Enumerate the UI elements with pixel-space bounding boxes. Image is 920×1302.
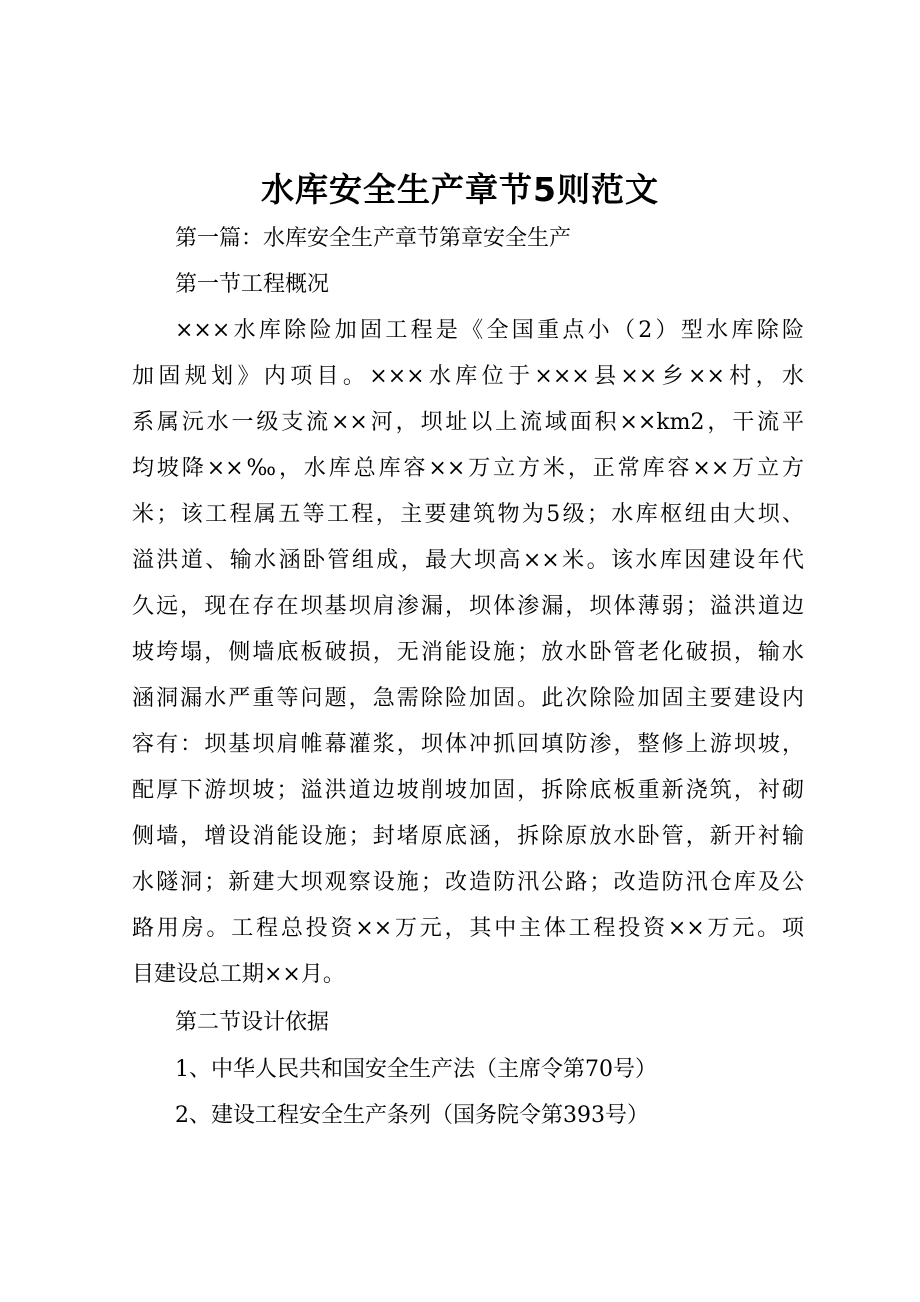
paragraph-line: 溢洪道、输水涵卧管组成，最大坝高××米。该水库因建设年代 (132, 548, 804, 573)
section-heading: 第二节设计依据 (175, 1010, 330, 1035)
list-item: 2、建设工程安全生产条列（国务院令第393号） (175, 1103, 649, 1128)
paragraph-line: 系属沅水一级支流××河，坝址以上流域面积××km2，干流平 (132, 410, 804, 435)
paragraph-line: 坡垮塌，侧墙底板破损，无消能设施；放水卧管老化破损，输水 (132, 640, 804, 665)
section-heading: 第一节工程概况 (175, 272, 330, 297)
paragraph-line: 侧墙，增设消能设施；封堵原底涵，拆除原放水卧管，新开衬输 (132, 824, 804, 849)
document-title: 水库安全生产章节5则范文 (261, 170, 659, 209)
paragraph-line: 配厚下游坝坡；溢洪道边坡削坡加固，拆除底板重新浇筑，衬砌 (132, 778, 804, 803)
list-item: 1、中华人民共和国安全生产法（主席令第70号） (175, 1057, 657, 1082)
paragraph-line: 目建设总工期××月。 (132, 962, 345, 987)
paragraph-line: 久远，现在存在坝基坝肩渗漏，坝体渗漏，坝体薄弱；溢洪道边 (132, 594, 804, 619)
chapter-heading: 第一篇：水库安全生产章节第章安全生产 (175, 226, 572, 251)
paragraph-line: 路用房。工程总投资××万元，其中主体工程投资××万元。项 (132, 916, 804, 941)
paragraph-line: 均坡降××‰，水库总库容××万立方米，正常库容××万立方 (132, 456, 804, 481)
paragraph-line: 米；该工程属五等工程，主要建筑物为5级；水库枢纽由大坝、 (132, 502, 804, 527)
paragraph-line: 水隧洞；新建大坝观察设施；改造防汛公路；改造防汛仓库及公 (132, 870, 804, 895)
paragraph-line: 加固规划》内项目。×××水库位于×××县××乡××村，水 (132, 364, 804, 389)
paragraph-line: ×××水库除险加固工程是《全国重点小（2）型水库除险 (175, 318, 804, 343)
paragraph-line: 容有：坝基坝肩帷幕灌浆，坝体冲抓回填防渗，整修上游坝坡， (132, 732, 804, 757)
paragraph-line: 涵洞漏水严重等问题，急需除险加固。此次除险加固主要建设内 (132, 686, 804, 711)
